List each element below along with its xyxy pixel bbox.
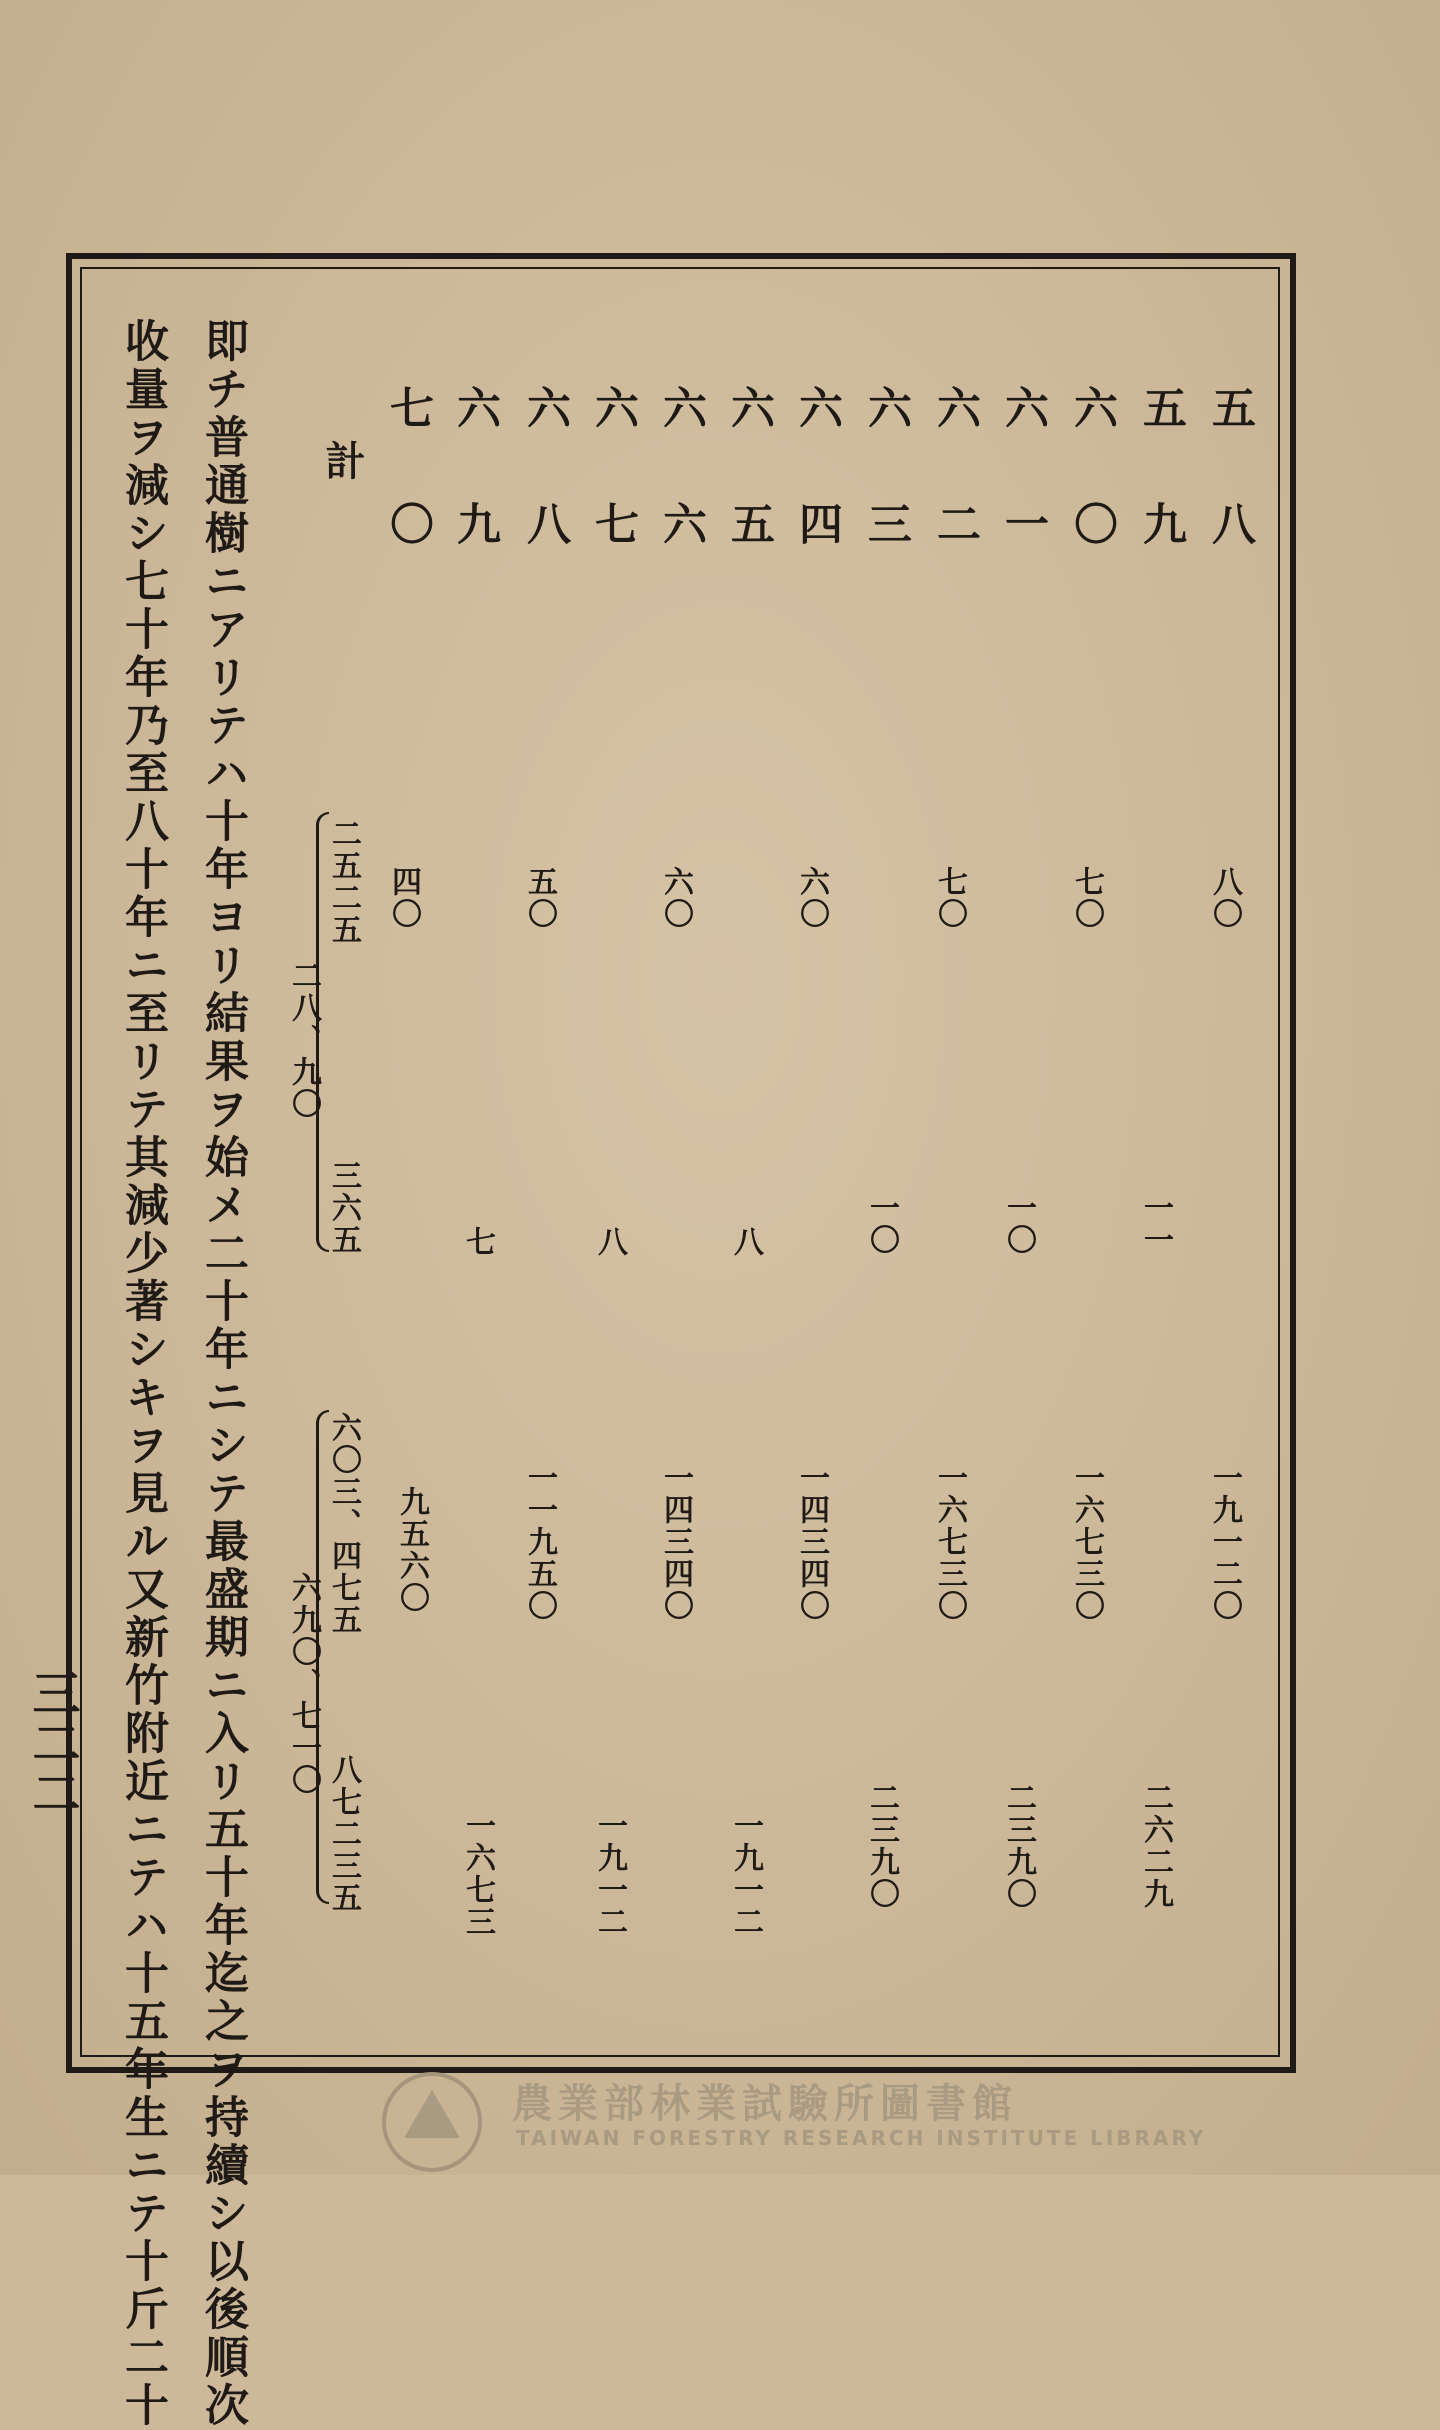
year-cell: 五九 bbox=[1135, 385, 1186, 617]
value-col-c: 一六七三〇 bbox=[932, 1462, 967, 1622]
value-col-d: 二三九〇 bbox=[864, 1782, 899, 1910]
total-col-d: 八七二三五 bbox=[326, 1754, 361, 1914]
value-col-d: 一九一二 bbox=[592, 1810, 627, 1938]
value-col-c: 一一九五〇 bbox=[522, 1462, 557, 1622]
total-col-ab: 二八、九〇 bbox=[286, 960, 321, 1120]
value-col-d: 二六二九 bbox=[1138, 1782, 1173, 1910]
value-col-b: 七 bbox=[460, 1226, 495, 1258]
total-col-a: 二五二五 bbox=[326, 818, 361, 946]
library-name-en: TAIWAN FORESTRY RESEARCH INSTITUTE LIBRARY bbox=[516, 2126, 1207, 2150]
year-cell: 六七 bbox=[587, 385, 638, 617]
year-cell: 六六 bbox=[655, 385, 706, 617]
year-cell: 七〇 bbox=[382, 385, 433, 617]
total-col-b: 三六五 bbox=[326, 1160, 361, 1256]
value-col-b: 一〇 bbox=[1001, 1192, 1036, 1256]
year-cell: 六二 bbox=[929, 385, 980, 617]
value-col-b: 八 bbox=[728, 1226, 763, 1258]
note-line: 即チ普通樹ニアリテハ十年ヨリ結果ヲ始メ二十年ニシテ最盛期ニ入リ五十年迄之ヲ持續シ以後順次 bbox=[197, 318, 248, 2430]
value-col-b: 八 bbox=[592, 1226, 627, 1258]
value-col-b: 一一 bbox=[1138, 1192, 1173, 1256]
year-cell: 六一 bbox=[997, 385, 1048, 617]
year-cell: 六四 bbox=[791, 385, 842, 617]
year-cell: 六五 bbox=[723, 385, 774, 617]
value-col-c: 一四三四〇 bbox=[658, 1462, 693, 1622]
value-col-b: 一〇 bbox=[864, 1192, 899, 1256]
year-cell: 六九 bbox=[449, 385, 500, 617]
total-col-cd: 六九〇、七一〇 bbox=[286, 1572, 321, 1796]
value-col-c: 九五六〇 bbox=[394, 1486, 429, 1614]
value-col-a: 七〇 bbox=[1069, 866, 1104, 930]
value-col-c: 一四三四〇 bbox=[794, 1462, 829, 1622]
value-col-a: 六〇 bbox=[658, 866, 693, 930]
year-cell: 五八 bbox=[1204, 385, 1255, 617]
total-col-c: 六〇三、四七五 bbox=[326, 1412, 361, 1636]
value-col-d: 二三九〇 bbox=[1001, 1782, 1036, 1910]
value-col-a: 五〇 bbox=[522, 866, 557, 930]
library-seal-icon bbox=[404, 2090, 460, 2138]
library-name-cn: 農業部林業試驗所圖書館 bbox=[512, 2081, 1018, 2127]
note-line: 收量ヲ減シ七十年乃至八十年ニ至リテ其減少著シキヲ見ル又新竹附近ニテハ十五年生ニテ十斤二十 bbox=[117, 318, 168, 2430]
year-cell: 六八 bbox=[519, 385, 570, 617]
value-col-d: 一六七三 bbox=[460, 1810, 495, 1938]
value-col-a: 四〇 bbox=[386, 866, 421, 930]
value-col-c: 一六七三〇 bbox=[1069, 1462, 1104, 1622]
page-number: 三二二 bbox=[24, 1668, 80, 1818]
year-cell: 六三 bbox=[860, 385, 911, 617]
year-cell: 六〇 bbox=[1066, 385, 1117, 617]
value-col-c: 一九一二〇 bbox=[1207, 1462, 1242, 1622]
value-col-a: 六〇 bbox=[794, 866, 829, 930]
value-col-a: 八〇 bbox=[1207, 866, 1242, 930]
value-col-a: 七〇 bbox=[932, 866, 967, 930]
total-label: 計 bbox=[319, 440, 366, 480]
value-col-d: 一九一二 bbox=[728, 1810, 763, 1938]
